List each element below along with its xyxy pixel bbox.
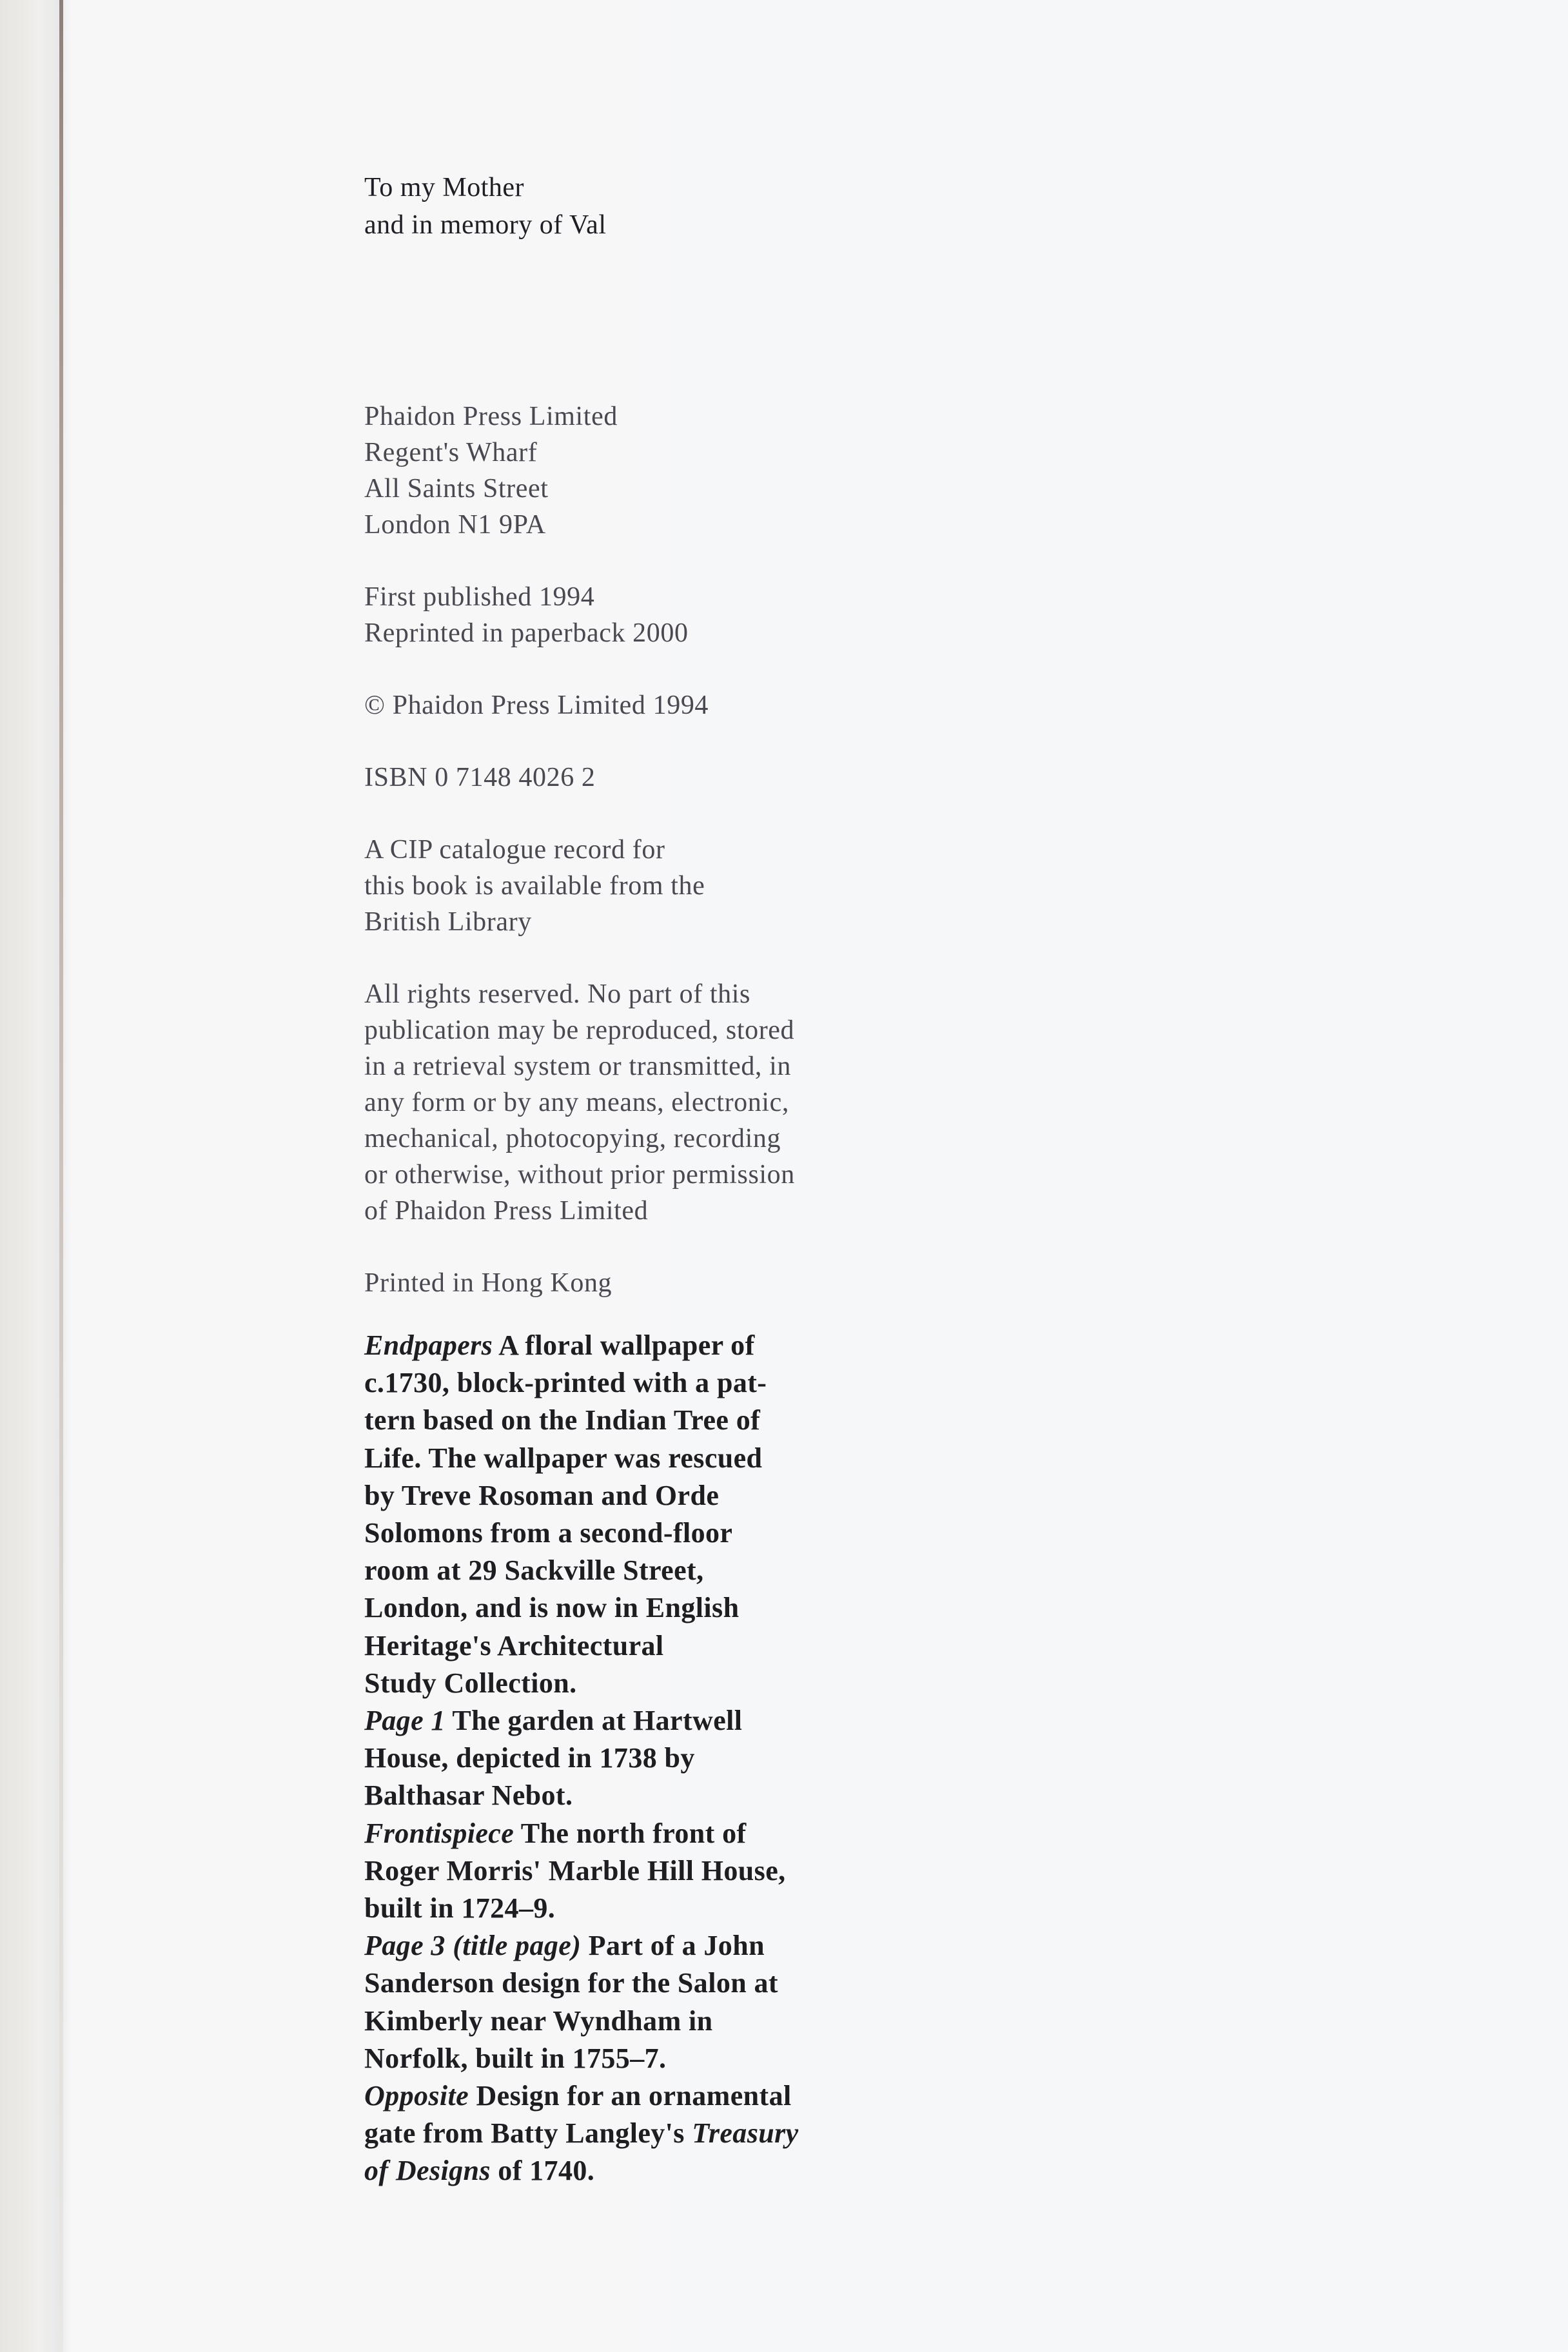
publisher-address bbox=[364, 398, 945, 543]
dedication-line: and in memory of Val bbox=[364, 210, 607, 240]
caption-line: Heritage's Architectural bbox=[364, 1629, 664, 1661]
rights-line: in a retrieval system or transmitted, in bbox=[364, 1052, 791, 1081]
caption-line bbox=[364, 2152, 945, 2190]
caption-line: Sanderson design for the Salon at bbox=[364, 1967, 778, 1999]
caption-text: of 1740. bbox=[490, 2155, 595, 2187]
caption-line: Balthasar Nebot. bbox=[364, 1779, 573, 1812]
caption-line: Study Collection. bbox=[364, 1667, 577, 1699]
caption-line: Life. The wallpaper was rescued bbox=[364, 1442, 763, 1474]
caption-line bbox=[364, 1815, 945, 1852]
caption-text: Design for an ornamental bbox=[469, 2080, 792, 2112]
caption-label-endpapers: Endpapers bbox=[364, 1329, 493, 1361]
printed-line: Printed in Hong Kong bbox=[364, 1268, 612, 1298]
isbn-line: ISBN 0 7148 4026 2 bbox=[364, 763, 596, 792]
dedication bbox=[364, 169, 945, 244]
rights-line: of Phaidon Press Limited bbox=[364, 1196, 649, 1226]
caption-line bbox=[364, 1927, 945, 1965]
caption-text: gate from Batty Langley's bbox=[364, 2117, 692, 2150]
imprint-info bbox=[364, 398, 945, 1301]
caption-line: House, depicted in 1738 by bbox=[364, 1742, 695, 1774]
caption-text: Part of a John bbox=[581, 1930, 765, 1962]
caption-line: Kimberly near Wyndham in bbox=[364, 2004, 713, 2037]
publication-line: Reprinted in paperback 2000 bbox=[364, 618, 689, 648]
caption-line bbox=[364, 1327, 945, 1364]
caption-text: A floral wallpaper of bbox=[493, 1329, 755, 1361]
illustration-captions bbox=[364, 1327, 945, 2190]
rights-line: any form or by any means, electronic, bbox=[364, 1088, 789, 1117]
caption-text: The north front of bbox=[514, 1817, 747, 1849]
spine-shadow bbox=[39, 0, 71, 2352]
caption-text: The garden at Hartwell bbox=[445, 1705, 743, 1737]
caption-line: Roger Morris' Marble Hill House, bbox=[364, 1854, 786, 1886]
address-line: Phaidon Press Limited bbox=[364, 402, 618, 431]
cip-line: this book is available from the bbox=[364, 871, 705, 901]
address-line: Regent's Wharf bbox=[364, 438, 538, 467]
dedication-line: To my Mother bbox=[364, 173, 525, 202]
caption-line: built in 1724–9. bbox=[364, 1892, 556, 1925]
caption-label-page1: Page 1 bbox=[364, 1705, 446, 1737]
publication-history bbox=[364, 579, 945, 651]
caption-line: room at 29 Sackville Street, bbox=[364, 1554, 704, 1587]
copyright-line: © Phaidon Press Limited 1994 bbox=[364, 691, 709, 720]
caption-line bbox=[364, 2115, 945, 2152]
cip-notice bbox=[364, 832, 945, 940]
imprint-text-block bbox=[364, 169, 945, 2190]
spine-edge bbox=[59, 0, 63, 2352]
book-title-part: Treasury bbox=[692, 2117, 799, 2150]
cip-line: A CIP catalogue record for bbox=[364, 835, 665, 865]
caption-line: c.1730, block-printed with a pat- bbox=[364, 1367, 767, 1399]
cip-line: British Library bbox=[364, 907, 532, 937]
caption-line: Solomons from a second-floor bbox=[364, 1517, 733, 1549]
caption-line: London, and is now in English bbox=[364, 1592, 740, 1624]
copyright-notice bbox=[364, 687, 945, 723]
caption-label-frontispiece: Frontispiece bbox=[364, 1817, 514, 1849]
caption-line bbox=[364, 2077, 945, 2115]
caption-label-page3: Page 3 (title page) bbox=[364, 1930, 582, 1962]
printed-location bbox=[364, 1265, 945, 1301]
rights-line: All rights reserved. No part of this bbox=[364, 979, 750, 1009]
address-line: London N1 9PA bbox=[364, 510, 546, 540]
rights-line: or otherwise, without prior permission bbox=[364, 1160, 795, 1190]
rights-notice bbox=[364, 976, 945, 1229]
book-title-part: of Designs bbox=[364, 2155, 491, 2187]
caption-line bbox=[364, 1702, 945, 1740]
rights-line: publication may be reproduced, stored bbox=[364, 1015, 795, 1045]
caption-line: by Treve Rosoman and Orde bbox=[364, 1479, 720, 1511]
caption-line: tern based on the Indian Tree of bbox=[364, 1404, 761, 1436]
address-line: All Saints Street bbox=[364, 474, 549, 504]
publication-line: First published 1994 bbox=[364, 582, 595, 612]
rights-line: mechanical, photocopying, recording bbox=[364, 1124, 781, 1153]
isbn bbox=[364, 760, 945, 796]
caption-line: Norfolk, built in 1755–7. bbox=[364, 2042, 667, 2074]
caption-label-opposite: Opposite bbox=[364, 2080, 469, 2112]
